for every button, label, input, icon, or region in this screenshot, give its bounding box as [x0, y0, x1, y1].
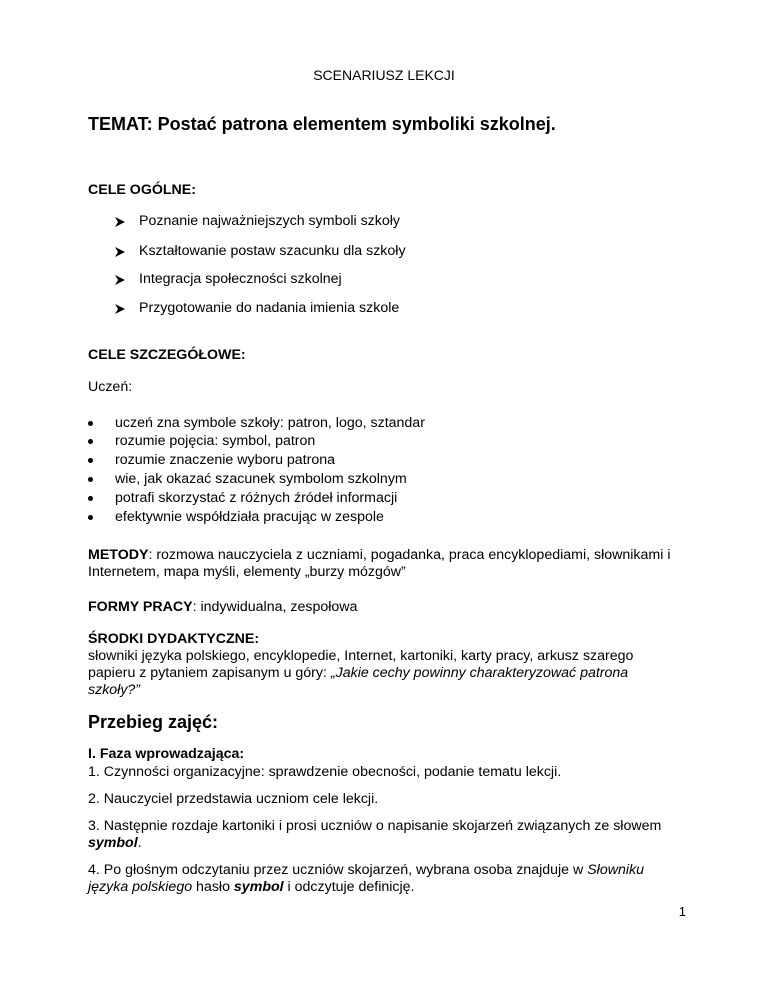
step-1: 1. Czynności organizacyjne: sprawdzenie obecności, podanie tematu lekcji. [88, 764, 562, 780]
methods-label: METODY [88, 547, 149, 563]
forms-paragraph [88, 599, 357, 616]
specific-goals-heading: CELE SZCZEGÓŁOWE: [88, 347, 246, 363]
bullet-dot-icon [88, 421, 93, 426]
arrow-bullet-icon [114, 246, 126, 258]
specific-goal-item: wie, jak okazać szacunek symbolom szkolnym [115, 471, 407, 488]
specific-goal-item: rozumie pojęcia: symbol, patron [115, 433, 315, 450]
forms-label: FORMY PRACY [88, 599, 193, 615]
keyword-symbol: symbol [233, 879, 284, 895]
specific-goals-intro: Uczeń: [88, 379, 133, 395]
course-heading: Przebieg zajęć: [88, 712, 219, 732]
page-number: 1 [678, 904, 686, 919]
step-4: 4. Po głośnym odczytaniu przez uczniów skojarzeń, wybrana osoba znajduje w Słowniku języka polskiego hasło symbol i odczytuje definicję. [88, 862, 644, 895]
bullet-dot-icon [88, 439, 93, 444]
arrow-bullet-icon [114, 274, 126, 286]
step-2: 2. Nauczyciel przedstawia uczniom cele lekcji. [88, 791, 379, 807]
phase-heading: I. Faza wprowadzająca: [88, 746, 245, 762]
keyword-symbol: symbol [88, 835, 138, 851]
means-question: „Jakie cechy powinny charakteryzować patrona szkoły?” [88, 665, 629, 698]
bullet-dot-icon [88, 515, 93, 520]
means-text: słowniki języka polskiego, encyklopedie, Internet, kartoniki, karty pracy, arkusz szarego papieru z pytaniem zapisanym u góry: [88, 648, 634, 681]
bullet-dot-icon [88, 458, 93, 463]
specific-goal-item: potrafi skorzystać z różnych źródeł informacji [115, 490, 397, 507]
arrow-bullet-icon [114, 216, 126, 228]
dictionary-title: Słowniku języka polskiego [88, 862, 644, 895]
means-paragraph [88, 648, 673, 699]
specific-goal-item: rozumie znaczenie wyboru patrona [115, 452, 335, 469]
document-header: SCENARIUSZ LEKCJI [313, 67, 455, 83]
arrow-bullet-icon [114, 303, 126, 315]
bullet-dot-icon [88, 477, 93, 482]
specific-goal-item: efektywnie współdziała pracując w zespole [115, 509, 384, 526]
step-3: 3. Następnie rozdaje kartoniki i prosi uczniów o napisanie skojarzeń związanych ze słowem symbol. [88, 818, 662, 851]
forms-text: : indywidualna, zespołowa [192, 599, 358, 615]
specific-goal-item: uczeń zna symbole szkoły: patron, logo, sztandar [115, 415, 425, 432]
document-page: SCENARIUSZ LEKCJI TEMAT: Postać patrona elementem symboliki szkolnej. CELE OGÓLNE: Poznanie najważniejszych symboli szkoły Kształtowanie postaw szacunku dla szkoły Integracja społeczności szkolnej Przygotowanie do nadania imienia szkole CELE SZCZEGÓŁOWE: Uczeń: uczeń zna symbole szkoły: patron, logo, sztandar rozumie pojęcia: symbol, patron rozumie znaczenie wyboru patrona wie, jak okazać szacunek symbolom szkolnym potrafi skorzystać z różnych źródeł informacji efektywnie współdziała pracując w zespole METODY: rozmowa nauczyciela z uczniami, pogadanka, praca encyklopediami, słownikami i Internetem, mapa myśli, elementy „burzy mózgów” FORMY PRACY: indywidualna, zespołowa ŚRODKI DYDAKTYCZNE: słowniki języka polskiego, encyklopedie, Internet, kartoniki, karty pracy, arkusz szarego papieru z pytaniem zapisanym u góry: „Jakie cechy powinny charakteryzować patrona szkoły?” Przebieg zajęć: I. Faza wprowadzająca: 1. Czynności organizacyjne: sprawdzenie obecności, podanie tematu lekcji. 2. Nauczyciel przedstawia uczniom cele lekcji. 3. Następnie rozdaje kartoniki i prosi uczniów o napisanie skojarzeń związanych ze słowem symbol. 4. Po głośnym odczytaniu przez uczniów skojarzeń, wybrana osoba znajduje w Słowniku języka polskiego hasło symbol i odczytuje definicję. 1 [0, 0, 768, 994]
bullet-dot-icon [88, 496, 93, 501]
methods-paragraph [88, 547, 678, 581]
lesson-title: TEMAT: Postać patrona elementem symboliki szkolnej. [88, 114, 556, 134]
general-goals-heading: CELE OGÓLNE: [88, 182, 196, 198]
methods-text: : rozmowa nauczyciela z uczniami, pogadanka, praca encyklopediami, słownikami i Internetem, mapa myśli, elementy „burzy mózgów” [88, 547, 671, 580]
means-heading: ŚRODKI DYDAKTYCZNE: [88, 631, 260, 647]
